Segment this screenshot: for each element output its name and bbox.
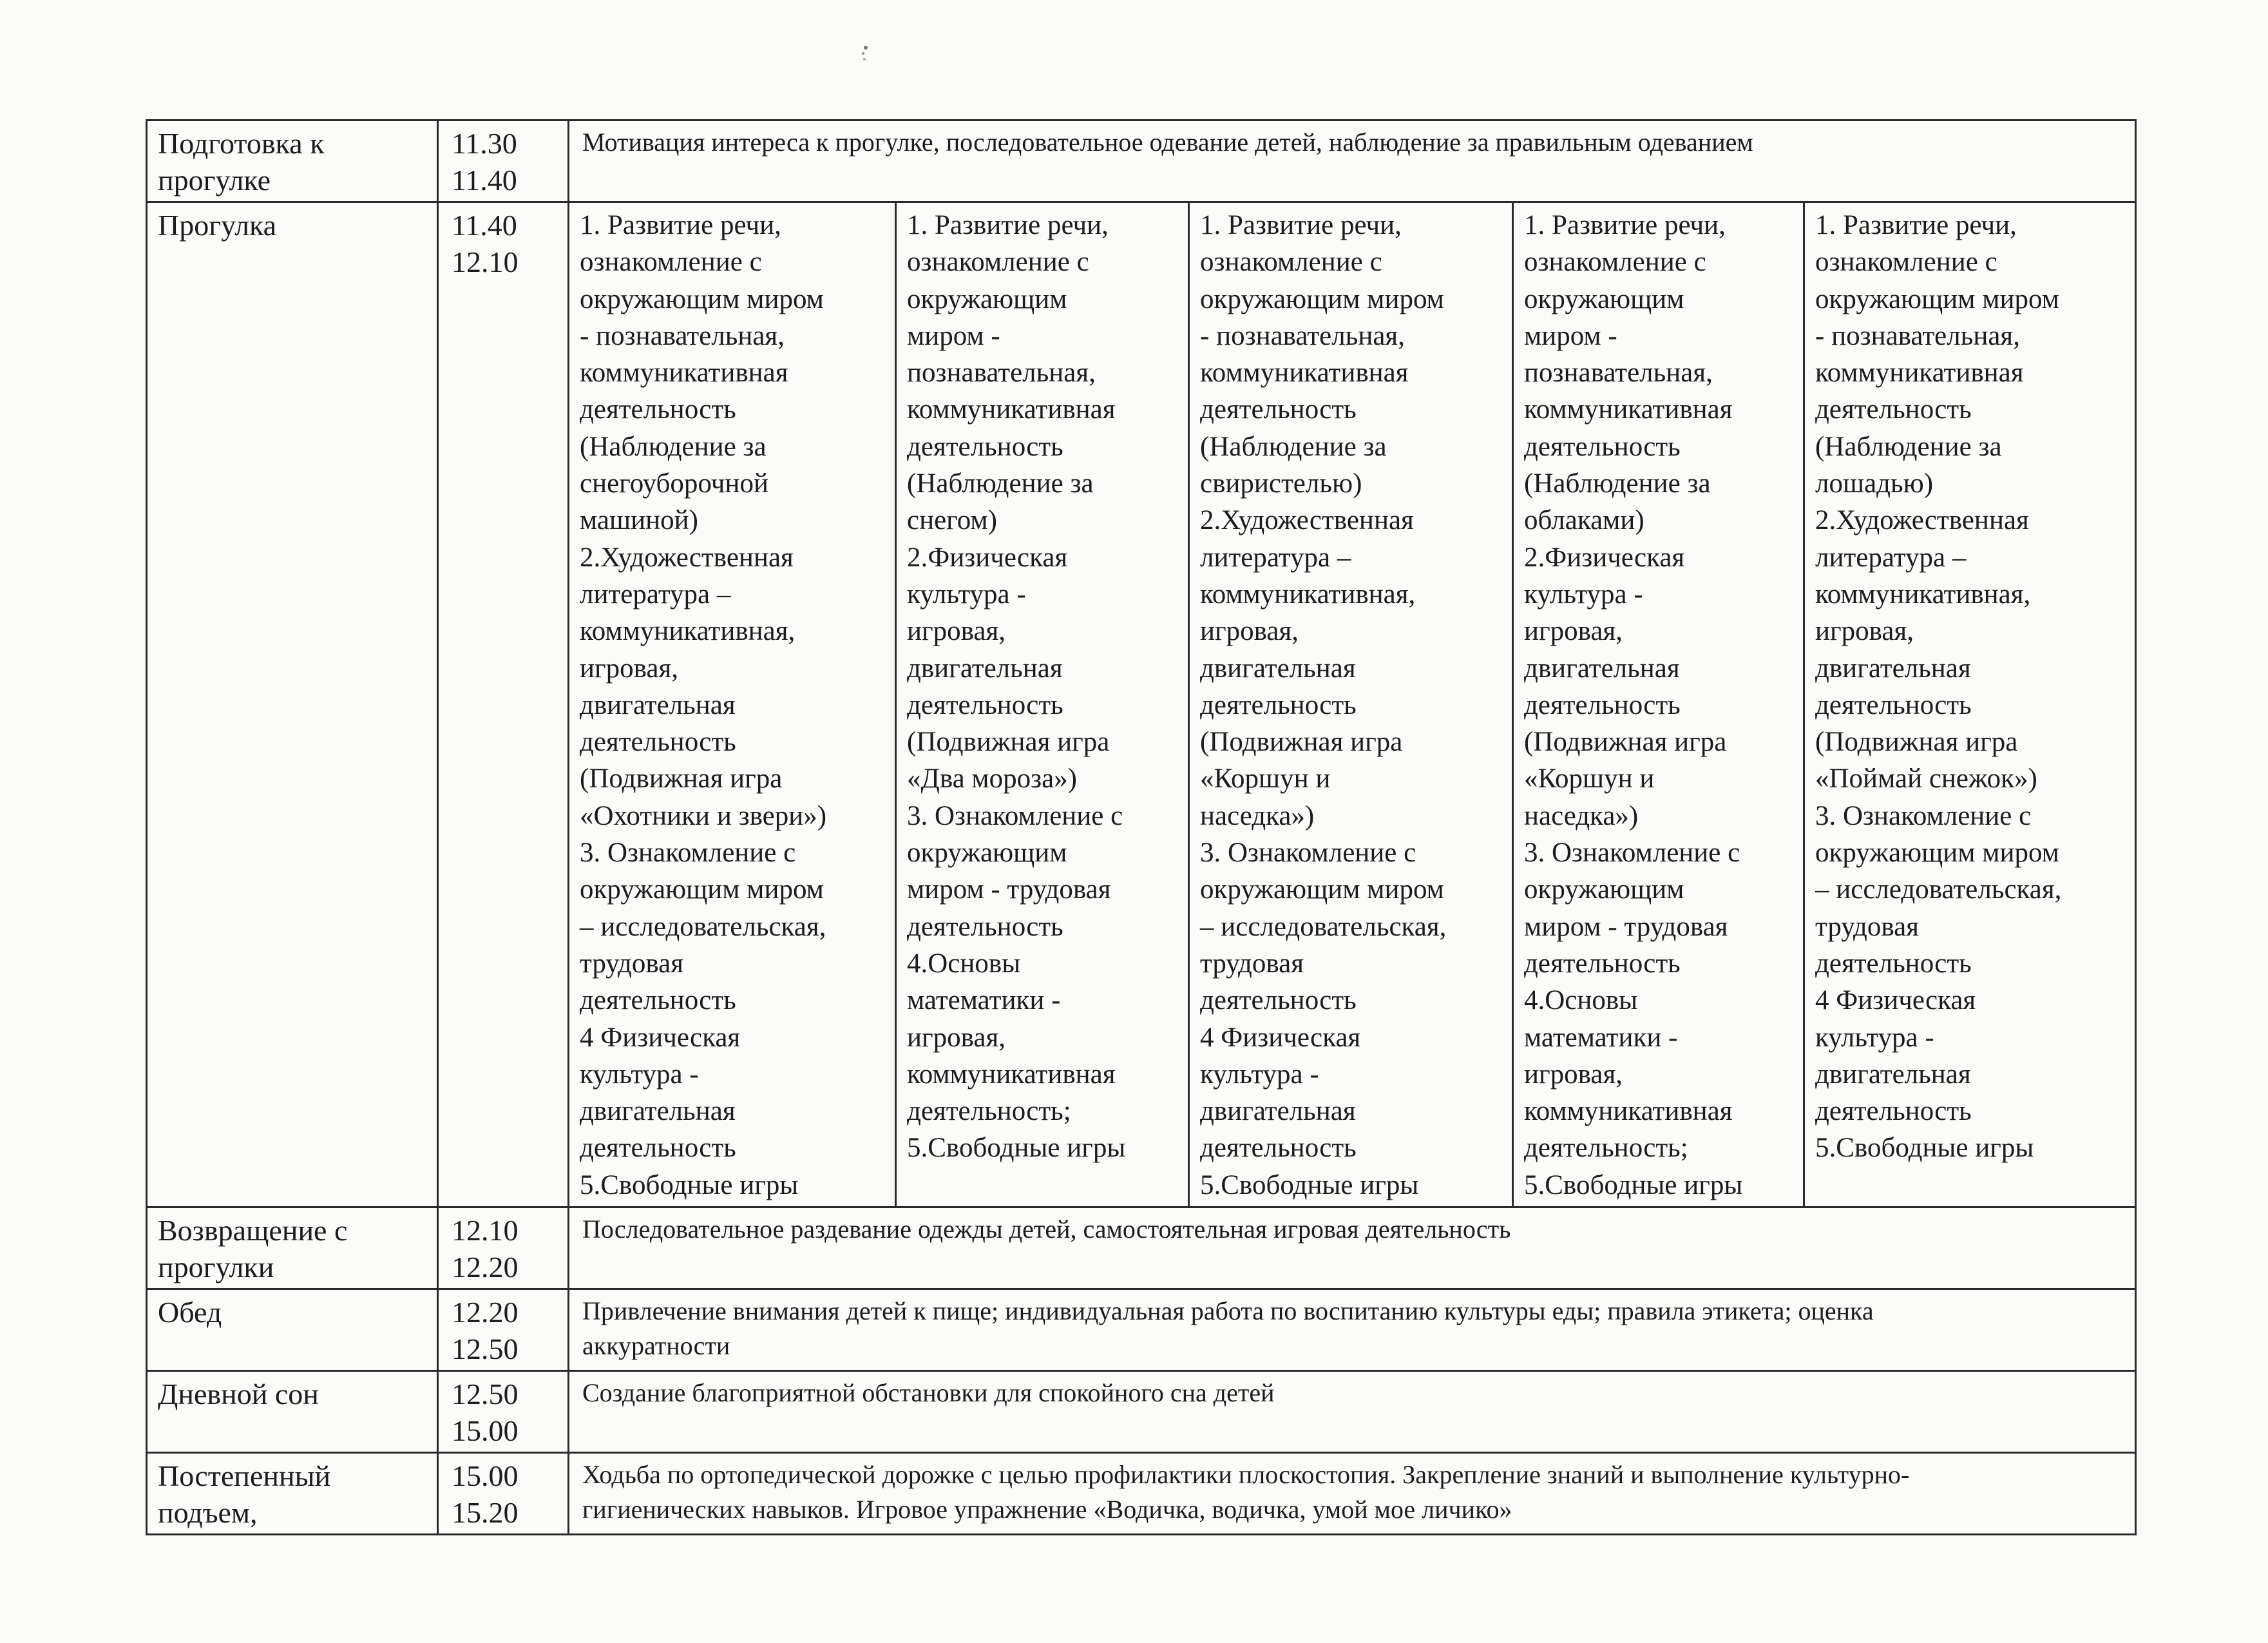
walk-plan-line: 1. Развитие речи, [580, 210, 781, 240]
walk-plan-line: познавательная, [1524, 358, 1713, 389]
walk-plan-line: деятельность [580, 727, 736, 758]
walk-plan-line: деятельность [1200, 1133, 1357, 1164]
activity-line: прогулки [158, 1251, 274, 1284]
walk-plan-line: ознакомление с [580, 247, 762, 278]
walk-plan-line: трудовая [1815, 911, 1920, 942]
walk-plan-line: миром - трудовая [907, 874, 1111, 905]
walk-plan-line: ознакомление с [1524, 247, 1706, 278]
walk-plan-line: коммуникативная [1815, 358, 2024, 389]
description-cell [569, 1207, 2136, 1289]
time-cell [438, 1371, 569, 1453]
walk-plan-line: - познавательная, [1200, 320, 1405, 351]
row-walk [147, 202, 2136, 1207]
walk-plan-line: – исследовательская, [1200, 911, 1447, 942]
time-start: 12.20 [452, 1296, 519, 1329]
walk-plan-line: «Коршун и [1200, 764, 1331, 794]
activity-line: Обед [158, 1296, 222, 1329]
activity-line: Дневной сон [158, 1378, 319, 1411]
time-end: 12.50 [452, 1332, 519, 1366]
daily-schedule-table [146, 119, 2137, 1535]
walk-plan-line: деятельность [907, 911, 1063, 942]
walk-plan-line: снегоуборочной [580, 468, 768, 499]
description-line: Мотивация интереса к прогулке, последовательное одевание детей, наблюдение за правильным одеванием [582, 128, 1753, 157]
walk-plan-line: культура - [1200, 1059, 1319, 1090]
walk-plan-line: коммуникативная [1524, 1096, 1733, 1127]
walk-plan-line: деятельность; [907, 1096, 1071, 1127]
walk-plan-day-3 [1189, 202, 1513, 1207]
walk-plan-line: миром - трудовая [1524, 911, 1728, 942]
time-cell [438, 1289, 569, 1371]
walk-plan-line: (Наблюдение за [907, 468, 1094, 499]
walk-plan-line: деятельность [580, 985, 736, 1016]
walk-plan-line: 4 Физическая [580, 1022, 741, 1053]
description-cell [569, 120, 2136, 202]
time-start: 11.30 [452, 127, 517, 160]
walk-plan-line: окружающим миром [1815, 283, 2059, 314]
walk-plan-line: коммуникативная, [1200, 579, 1416, 610]
time-cell [438, 1207, 569, 1289]
walk-plan-line: математики - [1524, 1022, 1678, 1053]
walk-plan-line: игровая, [1524, 616, 1623, 647]
walk-plan-line: трудовая [580, 948, 684, 979]
walk-plan-line: деятельность [1815, 394, 1972, 425]
walk-plan-line: двигательная [1815, 653, 1971, 684]
walk-plan-line: «Коршун и [1524, 764, 1655, 794]
description-cell [569, 1371, 2136, 1453]
activity-line: Возвращение с [158, 1214, 348, 1247]
walk-plan-line: окружающим миром [1200, 283, 1444, 314]
walk-plan-line: деятельность [1200, 394, 1357, 425]
time-start: 12.50 [452, 1378, 519, 1411]
walk-plan-line: (Наблюдение за [1200, 431, 1387, 462]
scan-speck [860, 45, 869, 63]
walk-plan-line: ознакомление с [1815, 247, 1997, 278]
walk-plan-line: «Охотники и звери») [580, 800, 827, 831]
walk-plan-line: окружающим [1524, 283, 1684, 314]
walk-plan-line: 3. Ознакомление с [907, 800, 1123, 831]
walk-plan-line: - познавательная, [580, 320, 785, 351]
walk-plan-line: деятельность [1815, 948, 1972, 979]
walk-plan-line: 2.Художественная [1815, 505, 2029, 536]
walk-plan-line: коммуникативная [1200, 358, 1409, 389]
walk-plan-line: двигательная [1200, 653, 1356, 684]
walk-plan-line: деятельность [580, 1133, 736, 1164]
walk-plan-line: 2.Художественная [1200, 505, 1414, 536]
walk-plan-day-5 [1804, 202, 2136, 1207]
activity-line: Подготовка к [158, 127, 325, 160]
walk-plan-line: 5.Свободные игры [1524, 1169, 1743, 1200]
time-start: 15.00 [452, 1459, 519, 1493]
walk-plan-line: коммуникативная [1524, 394, 1733, 425]
walk-plan-line: 1. Развитие речи, [907, 210, 1109, 240]
walk-plan-line: коммуникативная, [580, 616, 796, 647]
walk-plan-line: (Подвижная игра [1524, 727, 1727, 758]
walk-plan-line: деятельность [1524, 948, 1681, 979]
time-end: 15.00 [452, 1414, 519, 1448]
walk-plan-line: деятельность [580, 394, 736, 425]
walk-plan-line: 4 Физическая [1815, 985, 1976, 1016]
row-wake-up [147, 1453, 2136, 1535]
walk-plan-line: деятельность [907, 431, 1063, 462]
description-line: Ходьба по ортопедической дорожке с целью профилактики плоскостопия. Закрепление знаний и выполнение культурно- [582, 1460, 1910, 1490]
walk-plan-line: «Поймай снежок») [1815, 764, 2037, 794]
walk-plan-line: 3. Ознакомление с [580, 838, 796, 869]
walk-plan-line: - познавательная, [1815, 320, 2020, 351]
walk-plan-line: игровая, [907, 616, 1005, 647]
walk-plan-line: деятельность; [1524, 1133, 1688, 1164]
walk-plan-line: познавательная, [907, 358, 1096, 389]
walk-plan-line: коммуникативная, [1815, 579, 2031, 610]
walk-plan-line: игровая, [1524, 1059, 1623, 1090]
activity-line: прогулке [158, 164, 271, 197]
walk-plan-line: ознакомление с [1200, 247, 1382, 278]
walk-plan-line: деятельность [1200, 985, 1357, 1016]
walk-plan-line: деятельность [1200, 689, 1357, 720]
walk-plan-line: «Два мороза») [907, 764, 1078, 794]
walk-plan-line: миром - [907, 320, 1000, 351]
walk-plan-line: наседка») [1200, 800, 1315, 831]
walk-plan-line: окружающим [907, 283, 1067, 314]
walk-plan-line: литература – [1200, 542, 1351, 573]
row-prep-walk [147, 120, 2136, 202]
walk-plan-line: 4 Физическая [1200, 1022, 1361, 1053]
walk-plan-line: двигательная [580, 1096, 736, 1127]
description-cell [569, 1453, 2136, 1535]
walk-plan-line: (Наблюдение за [1815, 431, 2002, 462]
walk-plan-line: миром - [1524, 320, 1617, 351]
description-line: гигиенических навыков. Игровое упражнение «Водичка, водичка, умой мое личико» [582, 1495, 1512, 1524]
walk-plan-line: машиной) [580, 505, 698, 536]
activity-cell [147, 1371, 438, 1453]
walk-plan-line: игровая, [1815, 616, 1914, 647]
description-line: аккуратности [582, 1331, 730, 1361]
row-lunch [147, 1289, 2136, 1371]
walk-plan-line: культура - [580, 1059, 699, 1090]
time-end: 11.40 [452, 164, 517, 197]
walk-plan-line: культура - [907, 579, 1026, 610]
walk-plan-line: деятельность [1815, 689, 1972, 720]
walk-plan-line: (Подвижная игра [1815, 727, 2018, 758]
walk-plan-line: снегом) [907, 505, 997, 536]
time-end: 12.20 [452, 1251, 519, 1284]
walk-plan-line: литература – [580, 579, 731, 610]
walk-plan-line: трудовая [1200, 948, 1304, 979]
walk-plan-line: (Наблюдение за [580, 431, 767, 462]
walk-plan-line: – исследовательская, [580, 911, 826, 942]
walk-plan-line: деятельность [907, 689, 1063, 720]
walk-plan-line: 3. Ознакомление с [1200, 838, 1416, 869]
walk-plan-line: игровая, [907, 1022, 1005, 1053]
walk-plan-line: 1. Развитие речи, [1524, 210, 1726, 240]
walk-plan-line: облаками) [1524, 505, 1644, 536]
walk-plan-line: окружающим миром [580, 874, 824, 905]
walk-plan-day-4 [1513, 202, 1804, 1207]
walk-plan-day-1 [569, 202, 896, 1207]
walk-plan-line: 2.Художественная [580, 542, 794, 573]
walk-plan-line: двигательная [907, 653, 1063, 684]
walk-plan-line: коммуникативная [907, 1059, 1116, 1090]
walk-plan-line: окружающим миром [1815, 838, 2059, 869]
activity-cell [147, 1453, 438, 1535]
walk-plan-line: наседка») [1524, 800, 1639, 831]
walk-plan-line: (Подвижная игра [1200, 727, 1403, 758]
walk-plan-line: 2.Физическая [1524, 542, 1685, 573]
description-line: Создание благоприятной обстановки для спокойного сна детей [582, 1378, 1275, 1408]
walk-plan-line: 3. Ознакомление с [1815, 800, 2032, 831]
walk-plan-line: 1. Развитие речи, [1815, 210, 2017, 240]
walk-plan-line: деятельность [1524, 689, 1681, 720]
walk-plan-line: 5.Свободные игры [580, 1169, 799, 1200]
walk-plan-line: лошадью) [1815, 468, 1934, 499]
walk-plan-line: 4.Основы [1524, 985, 1638, 1016]
walk-plan-line: 2.Физическая [907, 542, 1068, 573]
walk-plan-line: 5.Свободные игры [1815, 1133, 2034, 1164]
walk-plan-line: (Подвижная игра [580, 764, 783, 794]
walk-plan-line: 5.Свободные игры [907, 1133, 1126, 1164]
description-line: Последовательное раздевание одежды детей, самостоятельная игровая деятельность [582, 1215, 1511, 1244]
activity-cell [147, 120, 438, 202]
walk-plan-line: математики - [907, 985, 1061, 1016]
time-start: 12.10 [452, 1214, 519, 1247]
row-return-from-walk [147, 1207, 2136, 1289]
walk-plan-line: окружающим миром [580, 283, 824, 314]
walk-plan-line: культура - [1524, 579, 1643, 610]
time-cell [438, 120, 569, 202]
walk-plan-line: игровая, [580, 653, 678, 684]
walk-plan-line: деятельность [1524, 431, 1681, 462]
time-cell [438, 202, 569, 1207]
walk-plan-line: двигательная [1200, 1096, 1356, 1127]
walk-plan-line: деятельность [1815, 1096, 1972, 1127]
time-start: 11.40 [452, 209, 517, 242]
description-line: Привлечение внимания детей к пище; индивидуальная работа по воспитанию культуры еды; правила этикета; оценка [582, 1296, 1874, 1326]
walk-plan-line: двигательная [580, 689, 736, 720]
activity-cell [147, 202, 438, 1207]
walk-plan-line: свиристелью) [1200, 468, 1362, 499]
walk-plan-line: (Подвижная игра [907, 727, 1110, 758]
activity-line: подъем, [158, 1496, 258, 1530]
row-nap [147, 1371, 2136, 1453]
description-cell [569, 1289, 2136, 1371]
activity-cell [147, 1289, 438, 1371]
walk-plan-line: 4.Основы [907, 948, 1021, 979]
activity-line: Прогулка [158, 209, 277, 242]
walk-plan-line: 1. Развитие речи, [1200, 210, 1402, 240]
walk-plan-day-2 [896, 202, 1189, 1207]
walk-plan-line: окружающим [907, 838, 1067, 869]
walk-plan-line: окружающим миром [1200, 874, 1444, 905]
walk-plan-line: игровая, [1200, 616, 1299, 647]
activity-line: Постепенный [158, 1459, 331, 1493]
time-cell [438, 1453, 569, 1535]
walk-plan-line: двигательная [1524, 653, 1680, 684]
walk-plan-line: литература – [1815, 542, 1967, 573]
walk-plan-line: – исследовательская, [1815, 874, 2062, 905]
walk-plan-line: двигательная [1815, 1059, 1971, 1090]
walk-plan-line: (Наблюдение за [1524, 468, 1711, 499]
walk-plan-line: коммуникативная [907, 394, 1116, 425]
time-end: 15.20 [452, 1496, 519, 1530]
walk-plan-line: окружающим [1524, 874, 1684, 905]
walk-plan-line: 5.Свободные игры [1200, 1169, 1419, 1200]
walk-plan-line: 3. Ознакомление с [1524, 838, 1740, 869]
time-end: 12.10 [452, 245, 519, 278]
walk-plan-line: коммуникативная [580, 358, 788, 389]
walk-plan-line: культура - [1815, 1022, 1934, 1053]
walk-plan-line: ознакомление с [907, 247, 1089, 278]
activity-cell [147, 1207, 438, 1289]
